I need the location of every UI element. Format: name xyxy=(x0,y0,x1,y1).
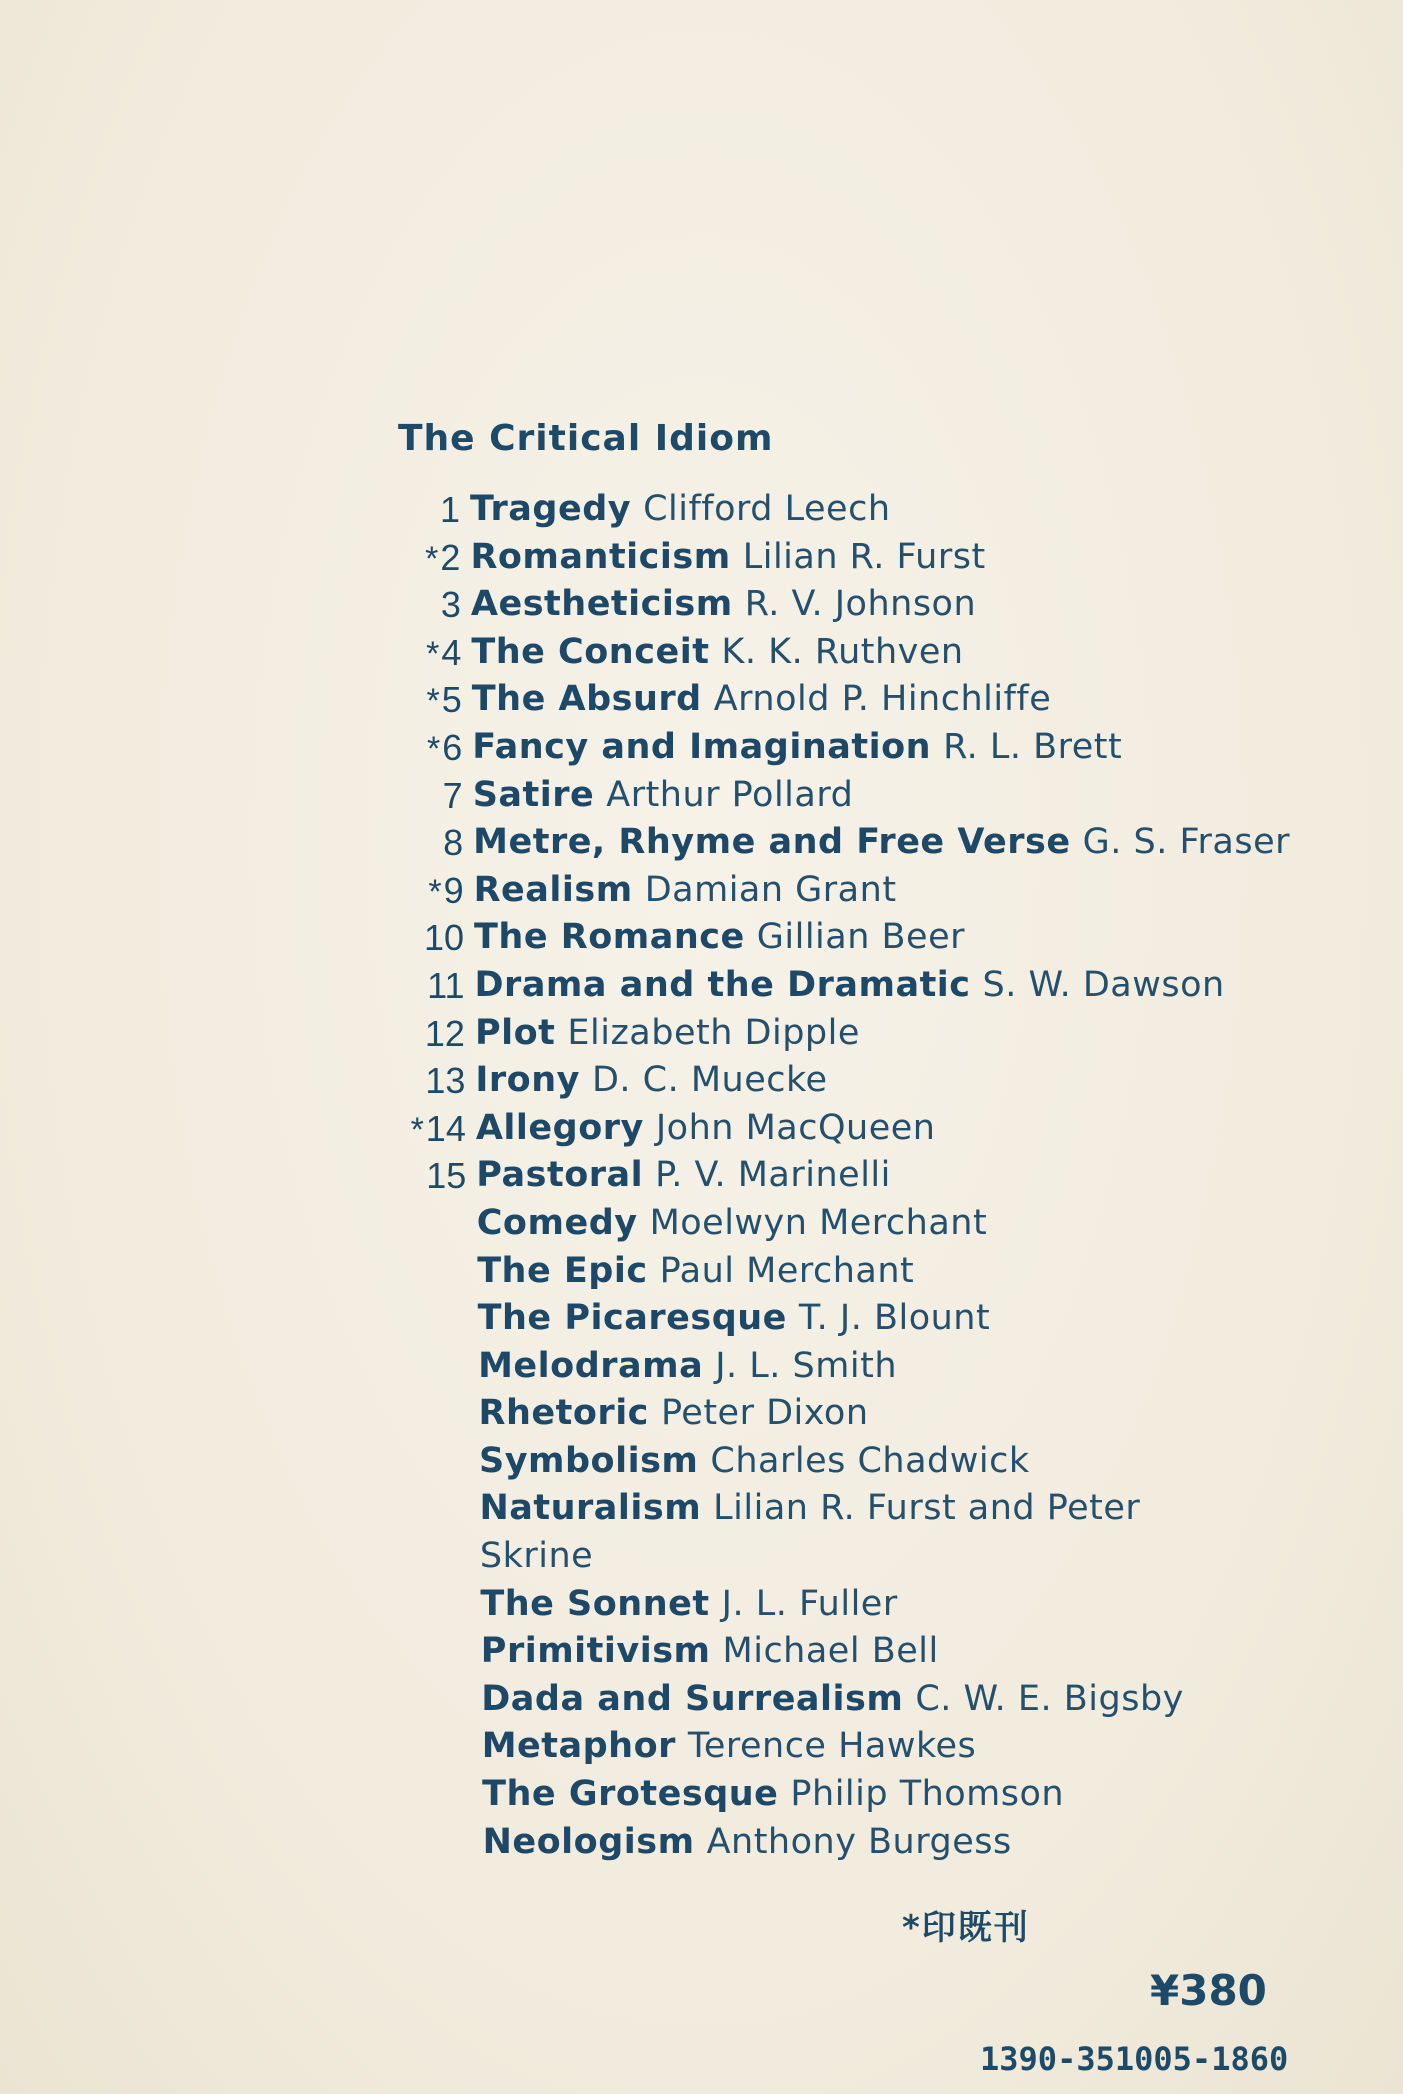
list-item-number xyxy=(366,1105,466,1155)
number-label: 10 xyxy=(424,917,465,959)
subject-title: The Grotesque xyxy=(482,1774,779,1815)
author-name: R. V. Johnson xyxy=(744,584,977,625)
list-item xyxy=(362,676,1360,724)
list-item xyxy=(370,1533,1360,1581)
entry-text xyxy=(470,486,891,534)
author-name: Anthony Burgess xyxy=(706,1821,1012,1862)
subject-title: The Epic xyxy=(477,1250,648,1291)
list-item-number xyxy=(363,772,463,820)
subject-title: Comedy xyxy=(476,1202,638,1243)
author-name: P. V. Marinelli xyxy=(655,1155,891,1196)
author-name: Gillian Beer xyxy=(756,917,965,958)
entry-text xyxy=(474,867,897,915)
number-label: 14 xyxy=(425,1107,466,1149)
entry-text xyxy=(480,1581,897,1629)
author-name: John MacQueen xyxy=(655,1107,936,1148)
subject-title: Pastoral xyxy=(476,1155,644,1196)
entry-text xyxy=(478,1343,897,1391)
entry-text xyxy=(479,1390,869,1438)
list-item xyxy=(364,867,1360,915)
entry-text xyxy=(475,1010,860,1058)
book-code: 1390-351005-1860 xyxy=(980,2040,1289,2078)
author-name: J. L. Fuller xyxy=(721,1583,898,1624)
subject-title: Irony xyxy=(475,1060,580,1101)
subject-title: Plot xyxy=(474,1012,556,1053)
list-item xyxy=(372,1771,1360,1819)
author-name: S. W. Dawson xyxy=(982,964,1225,1005)
author-name: J. L. Smith xyxy=(715,1345,897,1386)
entry-text xyxy=(482,1771,1064,1819)
subject-title: The Romance xyxy=(474,917,745,958)
list-item-number xyxy=(364,914,464,962)
subject-title: Naturalism xyxy=(479,1488,702,1529)
author-name: K. K. Ruthven xyxy=(721,631,964,672)
subject-title: Satire xyxy=(472,774,595,815)
subject-title: Romanticism xyxy=(470,536,731,577)
list-item xyxy=(367,1248,1360,1296)
list-item xyxy=(370,1581,1360,1629)
subject-title: Allegory xyxy=(475,1107,644,1148)
number-label: 1 xyxy=(439,489,460,530)
list-item-number xyxy=(364,867,464,917)
entry-text xyxy=(478,1295,991,1343)
author-name: Moelwyn Merchant xyxy=(649,1202,988,1243)
number-label: 2 xyxy=(440,536,461,578)
published-asterisk: * xyxy=(425,539,439,578)
entry-text xyxy=(472,676,1051,724)
entry-text xyxy=(473,772,854,820)
entry-text xyxy=(472,724,1122,772)
number-label: 9 xyxy=(443,869,464,911)
author-name: Philip Thomson xyxy=(790,1774,1065,1815)
entry-text xyxy=(477,1248,914,1296)
list-item xyxy=(368,1343,1360,1391)
published-asterisk: * xyxy=(426,729,441,768)
author-continuation: Skrine xyxy=(479,1536,594,1577)
author-name: Lilian R. Furst and Peter xyxy=(713,1488,1141,1529)
title-list xyxy=(360,486,1360,1866)
number-label: 5 xyxy=(441,679,462,721)
entry-text xyxy=(471,629,963,677)
author-name: Damian Grant xyxy=(644,869,897,910)
list-item xyxy=(365,962,1361,1010)
entry-text xyxy=(482,1723,977,1771)
list-item xyxy=(361,629,1360,677)
list-item xyxy=(361,581,1360,629)
list-item xyxy=(366,1152,1360,1200)
list-item-number xyxy=(366,1152,466,1200)
author-name: Paul Merchant xyxy=(659,1250,915,1291)
number-label: 7 xyxy=(442,774,463,816)
list-item xyxy=(364,914,1360,962)
subject-title: Neologism xyxy=(482,1821,695,1862)
list-item xyxy=(366,1105,1360,1153)
list-item xyxy=(360,486,1360,534)
entry-text xyxy=(481,1676,1184,1724)
entry-text xyxy=(481,1628,939,1676)
author-name: Clifford Leech xyxy=(643,489,891,529)
list-item-number xyxy=(360,486,460,534)
entry-text xyxy=(476,1105,936,1153)
author-name: R. L. Brett xyxy=(943,726,1123,767)
list-item xyxy=(371,1628,1360,1676)
number-label: 11 xyxy=(427,964,465,1006)
list-item xyxy=(365,1057,1360,1105)
list-item xyxy=(363,772,1360,820)
entry-text xyxy=(473,819,1290,867)
list-item xyxy=(360,534,1360,582)
author-name: Arthur Pollard xyxy=(606,774,854,815)
list-item xyxy=(373,1819,1360,1867)
list-item-number xyxy=(361,581,461,629)
published-asterisk: * xyxy=(426,634,440,673)
subject-title: Metre, Rhyme and Free Verse xyxy=(473,822,1071,863)
entry-text xyxy=(475,1057,827,1105)
author-name: Elizabeth Dipple xyxy=(567,1012,860,1053)
list-item-number xyxy=(365,1057,465,1105)
author-name: T. J. Blount xyxy=(798,1298,991,1339)
author-name: C. W. E. Bigsby xyxy=(915,1678,1184,1719)
subject-title: The Picaresque xyxy=(477,1298,787,1339)
author-name: Michael Bell xyxy=(722,1631,939,1672)
number-label: 8 xyxy=(443,822,464,864)
number-label: 13 xyxy=(425,1060,466,1102)
already-published-note: *印既刊 xyxy=(902,1908,1030,1948)
author-name: Terence Hawkes xyxy=(687,1726,977,1767)
list-item-number xyxy=(363,819,463,867)
list-item xyxy=(369,1485,1360,1533)
list-item-number xyxy=(362,724,462,774)
list-item-number xyxy=(365,962,465,1010)
list-item-number xyxy=(365,1010,465,1058)
subject-title: Primitivism xyxy=(480,1631,711,1672)
subject-title: Realism xyxy=(473,869,633,910)
subject-title: Drama and the Dramatic xyxy=(474,964,971,1005)
subject-title: Melodrama xyxy=(478,1345,704,1386)
number-label: 15 xyxy=(426,1155,467,1197)
entry-text xyxy=(471,581,976,629)
author-name: G. S. Fraser xyxy=(1082,822,1291,863)
published-asterisk: * xyxy=(426,682,440,721)
series-title: The Critical Idiom xyxy=(398,418,774,459)
list-item xyxy=(368,1295,1360,1343)
subject-title: Tragedy xyxy=(470,489,632,529)
entry-text xyxy=(479,1485,1140,1533)
author-name: Lilian R. Furst xyxy=(742,536,986,577)
subject-title: Dada and Surrealism xyxy=(481,1678,904,1719)
subject-title: Aestheticism xyxy=(470,584,733,625)
published-asterisk: * xyxy=(428,872,442,911)
number-label: 12 xyxy=(424,1012,465,1054)
entry-text xyxy=(475,962,1225,1010)
list-item xyxy=(369,1438,1360,1486)
subject-title: Symbolism xyxy=(479,1440,699,1481)
number-label: 6 xyxy=(442,726,463,768)
subject-title: Rhetoric xyxy=(478,1393,649,1434)
subject-title: Metaphor xyxy=(481,1726,676,1767)
author-name: Peter Dixon xyxy=(660,1393,869,1434)
subject-title: The Absurd xyxy=(471,679,702,720)
author-name: Charles Chadwick xyxy=(710,1440,1030,1481)
number-label: 3 xyxy=(440,584,461,626)
entry-text xyxy=(483,1819,1012,1867)
list-item xyxy=(365,1010,1360,1058)
list-item xyxy=(363,819,1360,867)
entry-text xyxy=(477,1200,987,1248)
published-asterisk: * xyxy=(410,1110,424,1149)
entry-text xyxy=(476,1152,891,1200)
list-item-number xyxy=(361,629,461,679)
list-item xyxy=(362,724,1360,772)
subject-title: Fancy and Imagination xyxy=(472,726,932,767)
entry-text xyxy=(474,914,965,962)
list-item xyxy=(372,1723,1360,1771)
entry-text xyxy=(479,1438,1030,1486)
number-label: 4 xyxy=(441,631,462,673)
author-name: Arnold P. Hinchliffe xyxy=(713,679,1052,720)
subject-title: The Sonnet xyxy=(480,1583,710,1624)
list-item xyxy=(367,1200,1360,1248)
subject-title: The Conceit xyxy=(471,631,710,672)
list-item-number xyxy=(362,676,462,726)
list-item-number xyxy=(360,534,460,584)
list-item xyxy=(371,1676,1360,1724)
entry-text xyxy=(470,534,985,582)
author-name: D. C. Muecke xyxy=(591,1060,828,1101)
list-item xyxy=(369,1390,1360,1438)
price: ¥380 xyxy=(1150,1966,1267,2015)
